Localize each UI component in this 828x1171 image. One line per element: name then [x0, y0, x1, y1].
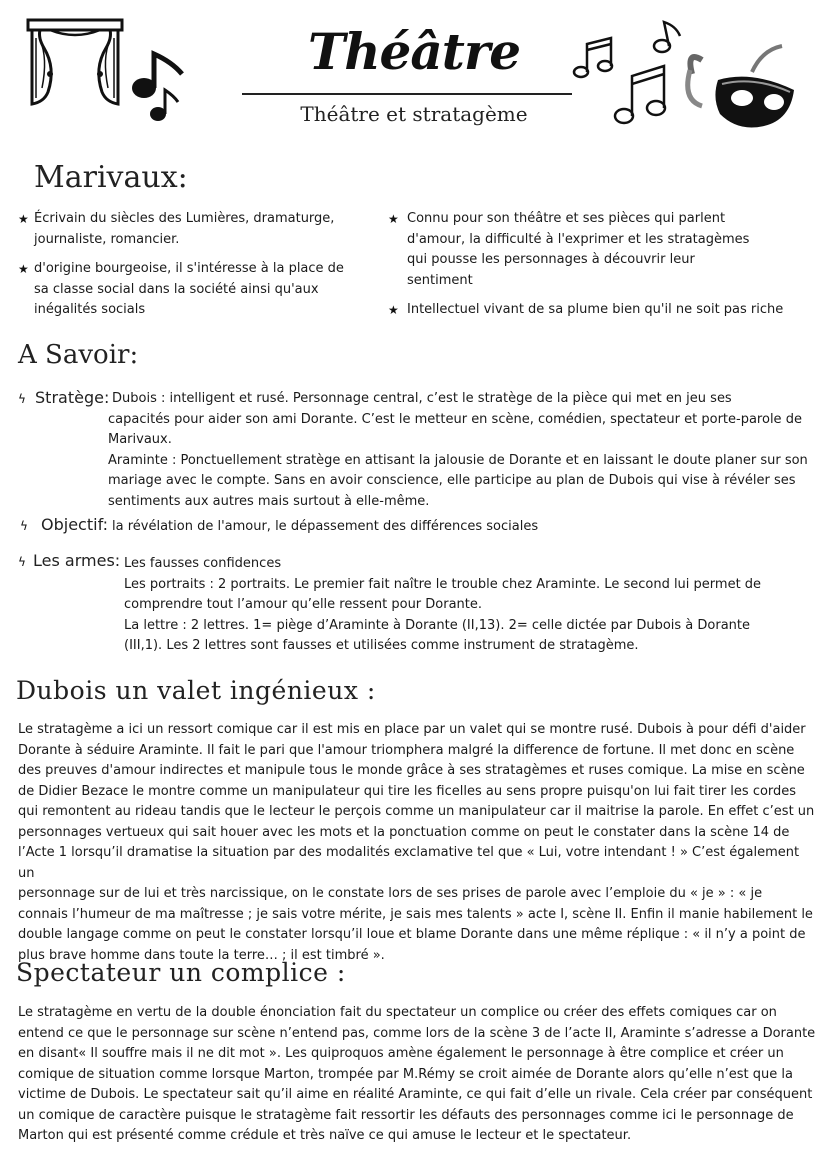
- list-item: ★ d'origine bourgeoise, il s'intéresse à la place de sa classe social dans la société ainsi qu'aux inégalités socials: [18, 261, 344, 317]
- section-heading-a-savoir: A Savoir:: [18, 340, 139, 370]
- marivaux-left-column: [18, 209, 368, 321]
- section-heading-spectateur: Spectateur un complice :: [16, 958, 346, 987]
- star-icon: ★: [388, 303, 399, 317]
- objectif-text: la révélation de l'amour, le dépassement des différences sociales: [112, 519, 539, 534]
- lightning-icon: ϟ: [20, 519, 28, 533]
- page-subtitle: Théâtre et stratagème: [300, 102, 528, 126]
- stratege-text: Dubois : intelligent et rusé. Personnage central, c’est le stratège de la pièce qui met en jeu ses capacités pour aider son ami Dorante. C’est le metteur en scène, comédien, spectateur et porte-parole de Marivaux. Araminte : Ponctuellement stratège en attisant la jalousie de Dorante et en laissant le doute planer sur son mariage avec le compte. Sans en avoir conscience, elle participe au plan de Dubois qui vise à révéler ses sentiments aux autres mais surtout à elle-même.: [108, 391, 808, 509]
- dubois-paragraph: Le stratagème a ici un ressort comique car il est mis en place par un valet qui se montre rusé. Dubois à pour défi d'aider Dorante à séduire Araminte. Il fait le pari que l'amour triomphera malgré la difference de fortune. Il met donc en scène des preuves d'amour indirectes et manipule tous le monde grâce à ses stratagèmes et ruses comique. La mise en scène de Didier Bezace le montre comme un manipulateur qui tire les ficelles au sens propre puisqu'on lui fait tirer les cordes qui remontent au rideau tandis que le lecteur le perçois comme un manipulateur car il maitrise la parole. En effet c’est un personnages vertueux qui sait houer avec les mots et la ponctuation comme on peut le constater dans la scène 14 de l’Acte 1 lorsqu’il dramatise la situation par des modalités exclamative tel que « Lui, votre intendant ! » C’est également un personnage sur de lui et très narcissique, on le constate lors de ses prises de parole avec l’emploie du « je » : « je connais l’humeur de ma maîtresse ; je sais votre mérite, je sais mes talents » acte I, scène II. Enfin il manie habilement le double langage comme on peut le constater lorsqu’il loue et blame Dorante dans une même réplique : « il n’y a point de plus brave homme dans toute la terre… ; il est timbré ».: [18, 722, 815, 963]
- section-heading-marivaux: Marivaux:: [34, 160, 188, 195]
- page-title: Théâtre: [307, 22, 521, 81]
- stratege-label: ϟ Stratège:: [18, 388, 110, 407]
- spectateur-paragraph: Le stratagème en vertu de la double énonciation fait du spectateur un complice ou créer des effets comiques car on entend ce que le personnage sur scène n’entend pas, comme lors de la scène 3 de l’acte II, Araminte s’adresse a Dorante en disant« Il souffre mais il ne dit mot ». Les quiproquos amène également le personnage à être complice et créer un comique de situation comme lorsque Marton, trompée par M.Rémy se croit aimée de Dorante alors qu’elle n’est que la victime de Dubois. Le spectateur sait qu’il aime en réalité Araminte, ce qui fait d’elle un rivale. Cela créer par conséquent un comique de caractère puisque le stratagème fait ressortir les défauts des personnages comme ici le personnage de Marton qui est présenté comme crédule et très naïve ce qui amuse le lecteur et le spectateur.: [18, 1005, 816, 1143]
- objectif-label: ϟ Objectif:: [20, 515, 109, 534]
- star-icon: ★: [18, 262, 29, 276]
- section-heading-dubois: Dubois un valet ingénieux :: [16, 676, 376, 705]
- star-icon: ★: [18, 212, 29, 226]
- list-item: ★ Connu pour son théâtre et ses pièces qui parlent d'amour, la difficulté à l'exprimer et les stratagèmes qui pousse les personnages à découvrir leur sentiment: [388, 211, 750, 288]
- armes-label: ϟ Les armes:: [18, 551, 121, 570]
- marivaux-right-column: [388, 209, 818, 321]
- armes-text: Les fausses confidences Les portraits : 2 portraits. Le premier fait naître le trouble chez Araminte. Le second lui permet de comprendre tout l’amour qu’elle ressent pour Dorante. La lettre : 2 lettres. 1= piège d’Araminte à Dorante (II,13). 2= celle dictée par Dubois à Dorante (III,1). Les 2 lettres sont fausses et utilisées comme instrument de stratagème.: [124, 556, 762, 653]
- lightning-icon: ϟ: [18, 555, 26, 569]
- lightning-icon: ϟ: [18, 392, 26, 406]
- title-divider: [242, 93, 572, 95]
- list-item: ★ Intellectuel vivant de sa plume bien qu'il ne soit pas riche: [388, 300, 818, 321]
- star-icon: ★: [388, 212, 399, 226]
- list-item: ★ Écrivain du siècles des Lumières, dramaturge, journaliste, romancier.: [18, 211, 335, 247]
